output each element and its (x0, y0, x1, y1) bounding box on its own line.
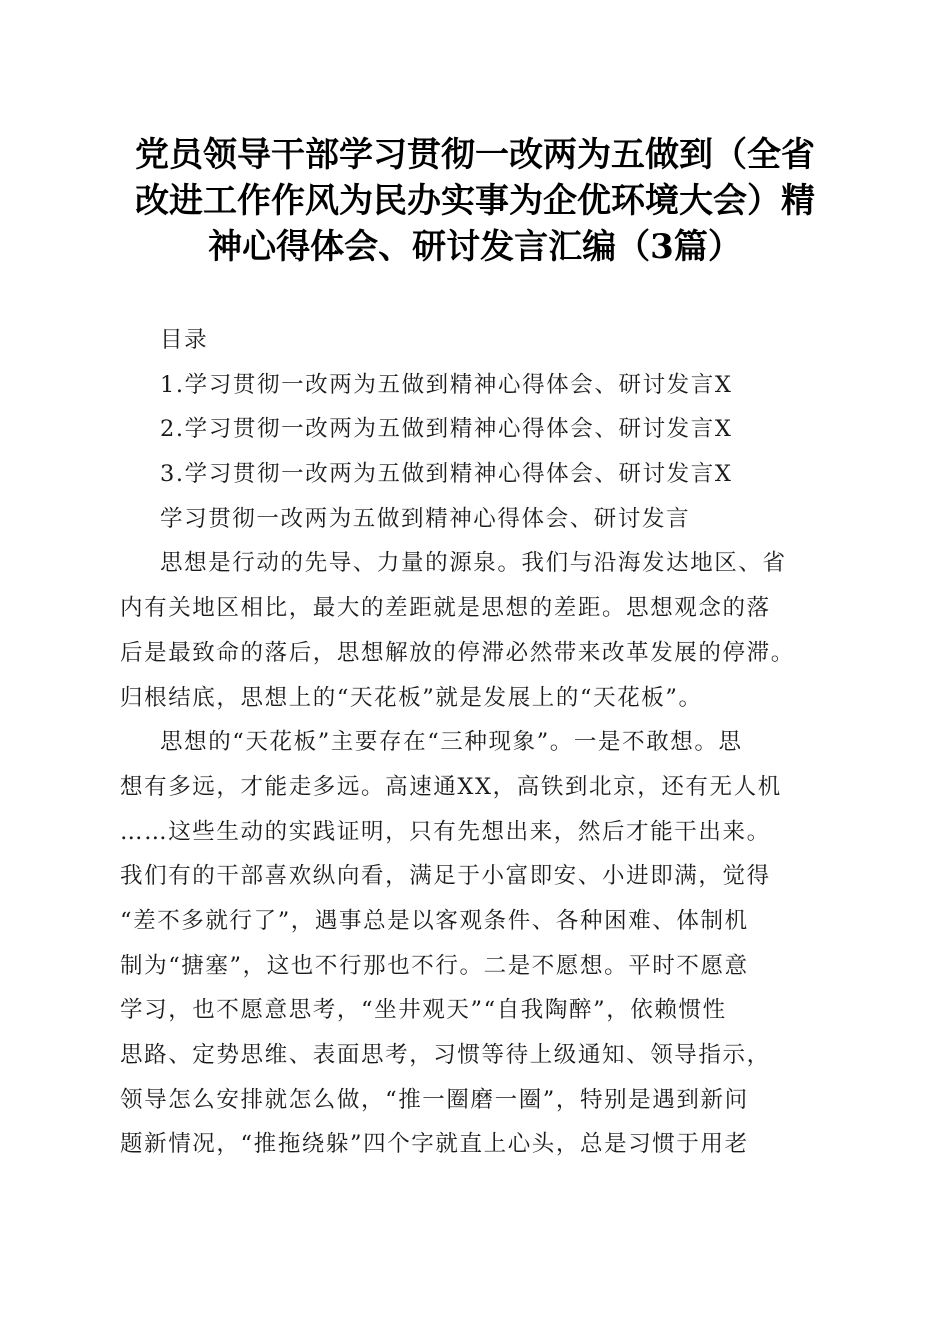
paragraph-line: 思路、定势思维、表面思考，习惯等待上级通知、领导指示， (120, 1042, 771, 1068)
paragraph-line: 领导怎么安排就怎么做，“推一圈磨一圈”，特别是遇到新问 (120, 1086, 749, 1113)
document-title (110, 132, 840, 270)
paragraph-line: 制为“搪塞”，这也不行那也不行。二是不愿想。平时不愿意 (120, 952, 749, 979)
title-line-3: 神心得体会、研讨发言汇编（3篇） (208, 227, 742, 267)
paragraph-line: 内有关地区相比，最大的差距就是思想的差距。思想观念的落 (120, 595, 771, 622)
paragraph-line: 归根结底，思想上的“天花板”就是发展上的“天花板”。 (120, 684, 703, 711)
document-body (120, 318, 832, 1167)
title-line-2: 改进工作作风为民办实事为企优环境大会）精 (135, 181, 815, 221)
paragraph-line: 思想的“天花板”主要存在“三种现象”。一是不敢想。思 (160, 729, 743, 756)
paragraph-line: ……这些生动的实践证明，只有先想出来，然后才能干出来。 (120, 818, 771, 845)
toc-item: 1.学习贯彻一改两为五做到精神心得体会、研讨发言X (160, 371, 733, 398)
article-heading: 学习贯彻一改两为五做到精神心得体会、研讨发言 (160, 505, 691, 532)
paragraph-line: 思想是行动的先导、力量的源泉。我们与沿海发达地区、省 (160, 550, 787, 577)
paragraph-line: “差不多就行了”，遇事总是以客观条件、各种困难、体制机 (120, 907, 749, 934)
paragraph-line: 我们有的干部喜欢纵向看，满足于小富即安、小进即满，觉得 (120, 863, 771, 890)
paragraph-line: 想有多远，才能走多远。高速通XX，高铁到北京，还有无人机 (120, 773, 782, 800)
toc-heading: 目录 (160, 327, 209, 353)
toc-item: 2.学习贯彻一改两为五做到精神心得体会、研讨发言X (160, 416, 733, 443)
paragraph-line: 题新情况，“推拖绕躲”四个字就直上心头，总是习惯于用老 (120, 1131, 749, 1158)
paragraph-line: 学习，也不愿意思考，“坐井观天”“自我陶醉”，依赖惯性 (120, 997, 727, 1024)
paragraph-line: 后是最致命的落后，思想解放的停滞必然带来改革发展的停滞。 (120, 639, 795, 666)
title-line-1: 党员领导干部学习贯彻一改两为五做到（全省 (135, 135, 815, 175)
toc-item: 3.学习贯彻一改两为五做到精神心得体会、研讨发言X (160, 461, 733, 488)
